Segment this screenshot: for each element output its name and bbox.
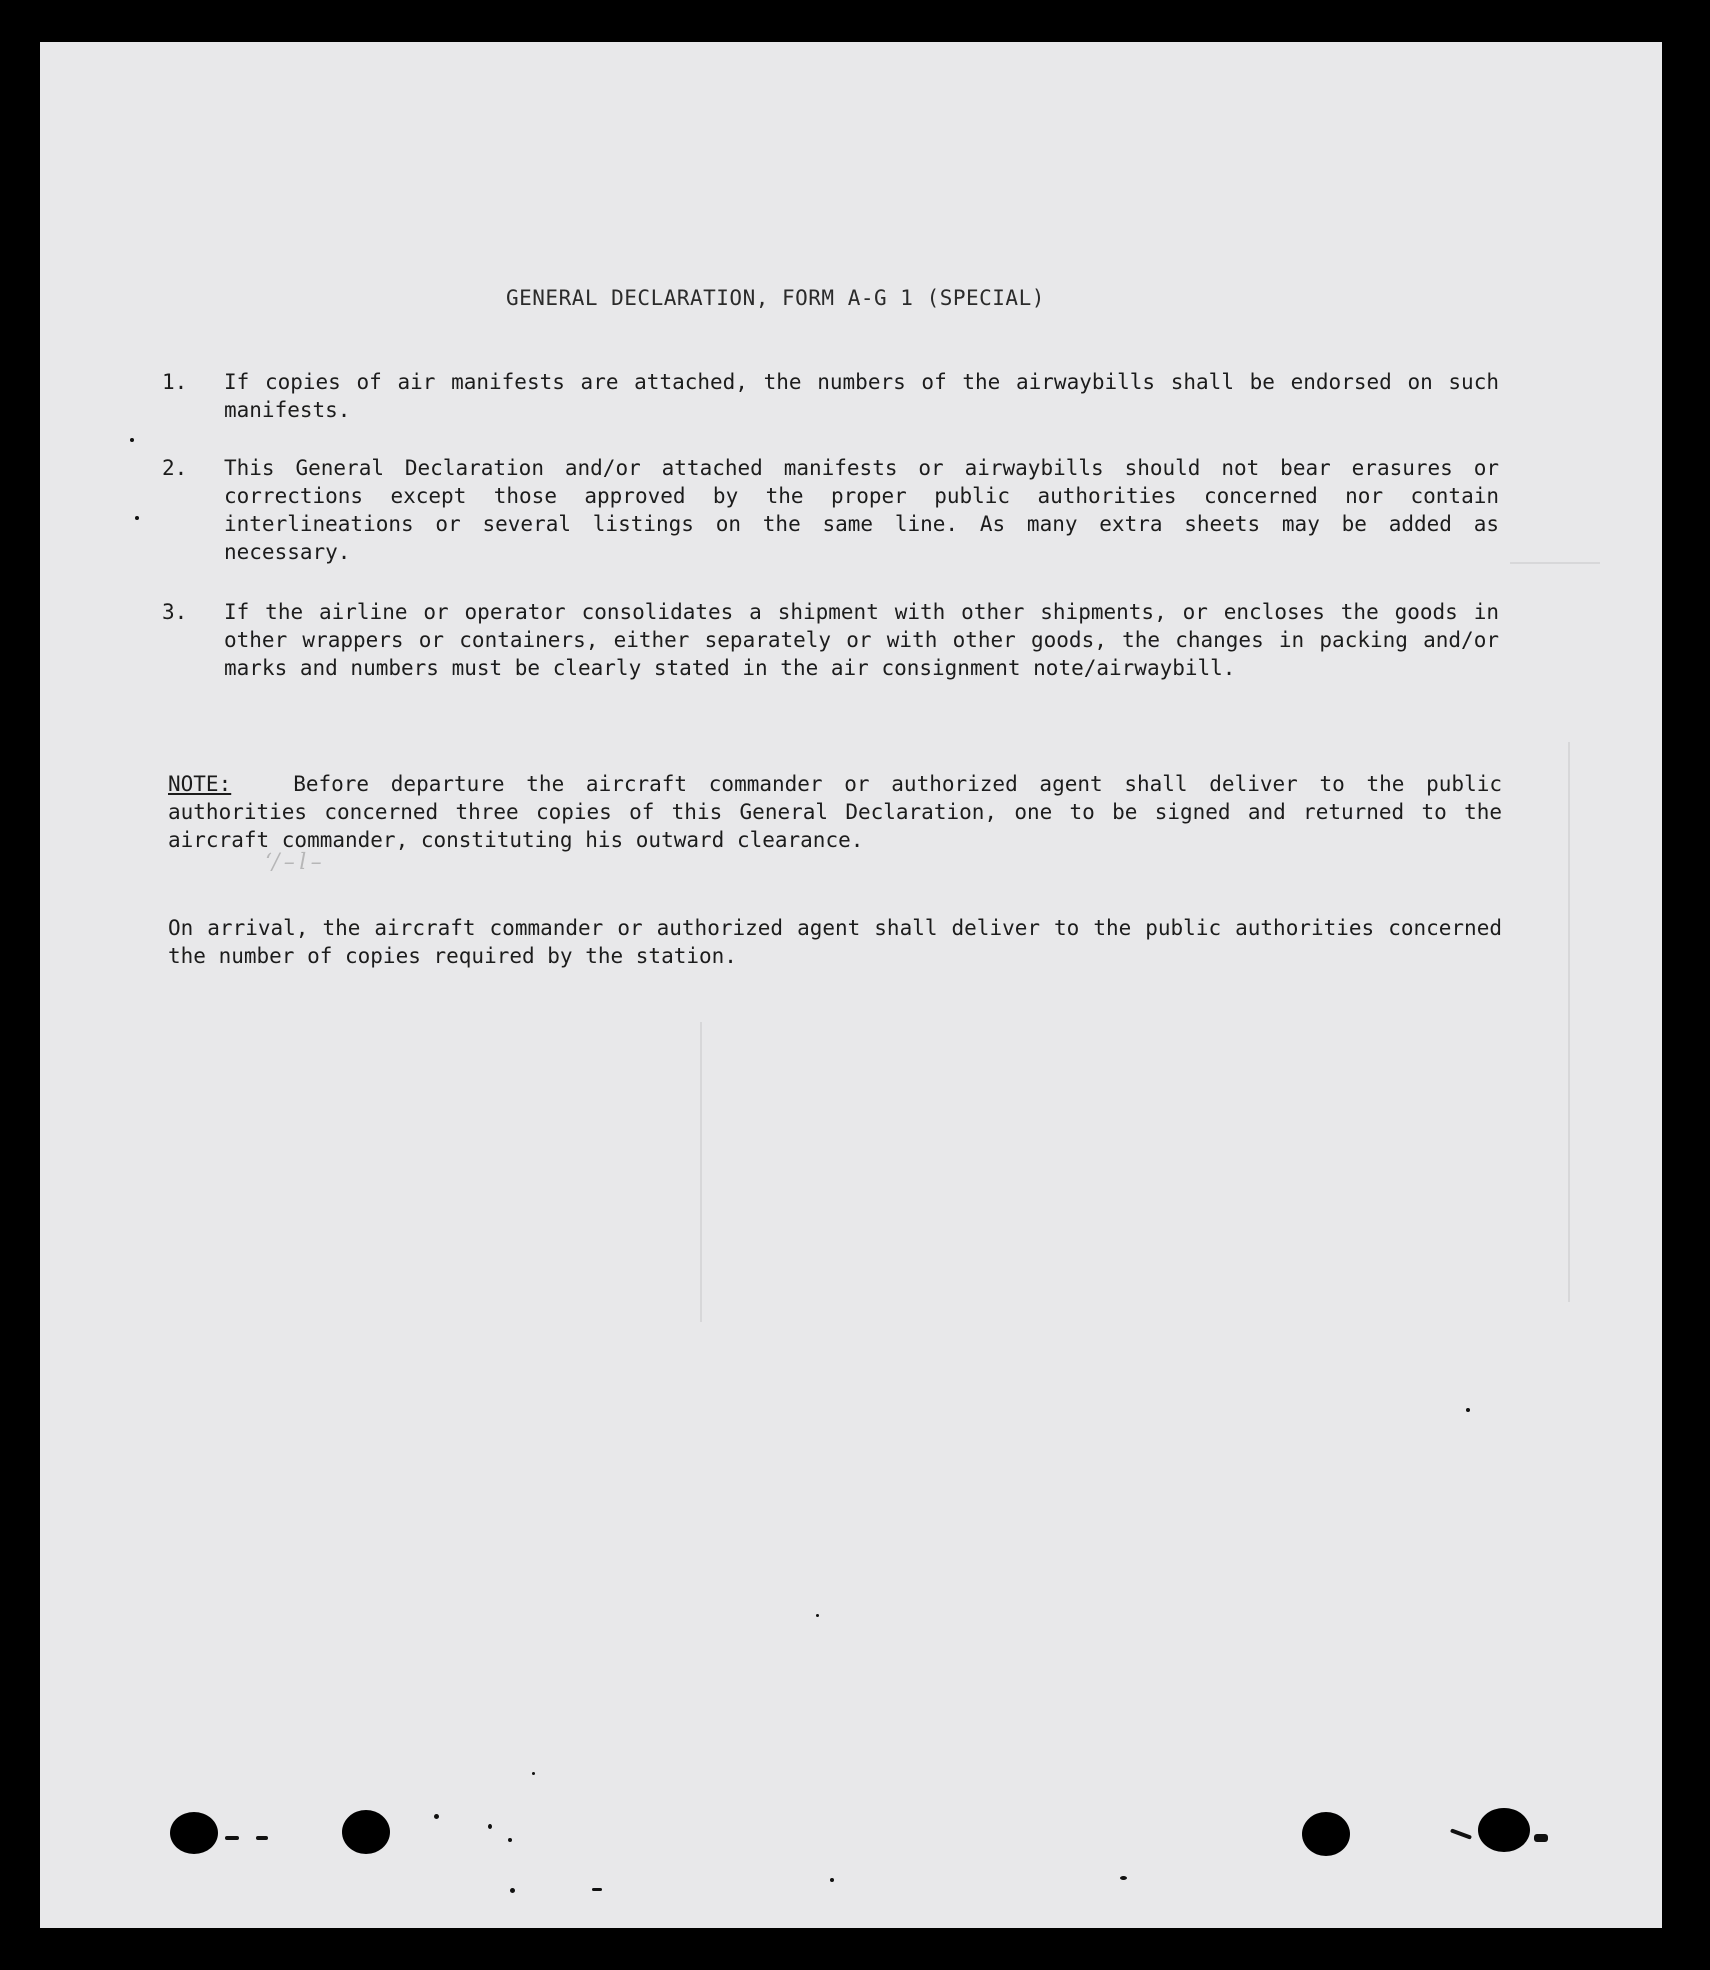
item-text: If copies of air manifests are attached, the numbers of the airwaybills shall be endorsed on such manifests.	[224, 370, 1499, 422]
speck	[1534, 1834, 1548, 1842]
instruction-item-3	[162, 598, 1562, 682]
document-title: GENERAL DECLARATION, FORM A-G 1 (SPECIAL)	[506, 286, 1045, 310]
speck	[434, 1814, 439, 1819]
bleed-through-line	[700, 1022, 702, 1322]
speck	[225, 1836, 239, 1840]
speck	[1466, 1408, 1470, 1412]
item-text: This General Declaration and/or attached manifests or airwaybills should not bear erasures or corrections except those approved by the proper public authorities concerned nor contain interlineations or several listings on the same line. As many extra sheets may be added as necessary.	[224, 456, 1499, 564]
speck	[830, 1878, 834, 1882]
punch-hole	[1478, 1808, 1530, 1852]
speck	[510, 1888, 515, 1893]
pencil-mark: ‘/ – l –	[265, 850, 322, 875]
speck	[488, 1824, 492, 1829]
speck	[256, 1836, 268, 1840]
punch-hole	[1302, 1812, 1350, 1856]
arrival-text: On arrival, the aircraft commander or authorized agent shall deliver to the public authorities concerned the number of copies required by the station.	[168, 916, 1502, 968]
speck	[592, 1888, 602, 1891]
note-text: Before departure the aircraft commander or authorized agent shall deliver to the public authorities concerned three copies of this General Declaration, one to be signed and returned to the aircraft commander, constituting his outward clearance.	[168, 772, 1502, 852]
speck	[816, 1614, 819, 1617]
speck	[1120, 1876, 1127, 1880]
item-number: 3.	[162, 600, 188, 624]
item-number: 1.	[162, 370, 188, 394]
item-number: 2.	[162, 456, 188, 480]
punch-hole	[170, 1812, 218, 1854]
speck	[130, 438, 134, 442]
arrival-paragraph	[168, 914, 1502, 970]
speck	[1450, 1828, 1472, 1839]
instruction-item-1	[162, 368, 1562, 424]
punch-hole	[342, 1810, 390, 1854]
note-label: NOTE:	[168, 772, 232, 796]
speck	[532, 1772, 535, 1775]
item-text: If the airline or operator consolidates a shipment with other shipments, or encloses the goods in other wrappers or containers, either separately or with other goods, the changes in packing and/or marks and numbers must be clearly stated in the air consignment note/airwaybill.	[224, 600, 1499, 680]
document-page	[40, 42, 1662, 1928]
speck	[508, 1838, 512, 1842]
speck	[135, 516, 139, 520]
note-paragraph	[168, 770, 1502, 854]
bleed-through-line	[1568, 742, 1570, 1302]
instruction-item-2	[162, 454, 1562, 566]
